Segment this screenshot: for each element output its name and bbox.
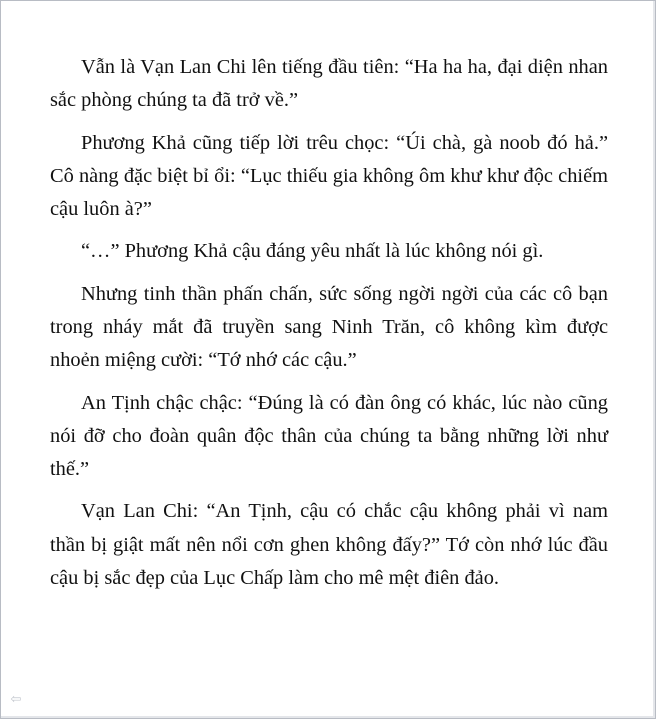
paragraph-3: “…” Phương Khả cậu đáng yêu nhất là lúc không nói gì. [81,240,544,263]
previous-page-arrow-icon[interactable]: ⇦ [10,692,22,707]
paragraph-1: Vẫn là Vạn Lan Chi lên tiếng đầu tiên: “Ha ha ha, đại diện nhan sắc phòng chúng ta đã trở về.” [50,56,608,112]
paragraph-4: Nhưng tinh thần phấn chấn, sức sống ngời ngời của các cô bạn trong nháy mắt đã truyền sang Ninh Trăn, cô không kìm được nhoẻn miệng cười: “Tớ nhớ các cậu.” [50,282,608,372]
paragraph-6: Vạn Lan Chi: “An Tịnh, cậu có chắc cậu không phải vì nam thần bị giật mất nên nổi cơn ghen không đấy?” Tớ còn nhớ lúc đầu cậu bị sắc đẹp của Lục Chấp làm cho mê mệt điên đảo. [50,500,608,589]
paragraph-2: Phương Khả cũng tiếp lời trêu chọc: “Úi chà, gà noob đó hả.” Cô nàng đặc biệt bỉ ổi: “Lục thiếu gia không ôm khư khư độc chiếm cậu luôn à?” [50,131,608,220]
document-body [50,51,608,595]
paragraph-5: An Tịnh chậc chậc: “Đúng là có đàn ông có khác, lúc nào cũng nói đỡ cho đoàn quân độc thân của chúng ta bằng những lời như thế.” [50,391,608,480]
